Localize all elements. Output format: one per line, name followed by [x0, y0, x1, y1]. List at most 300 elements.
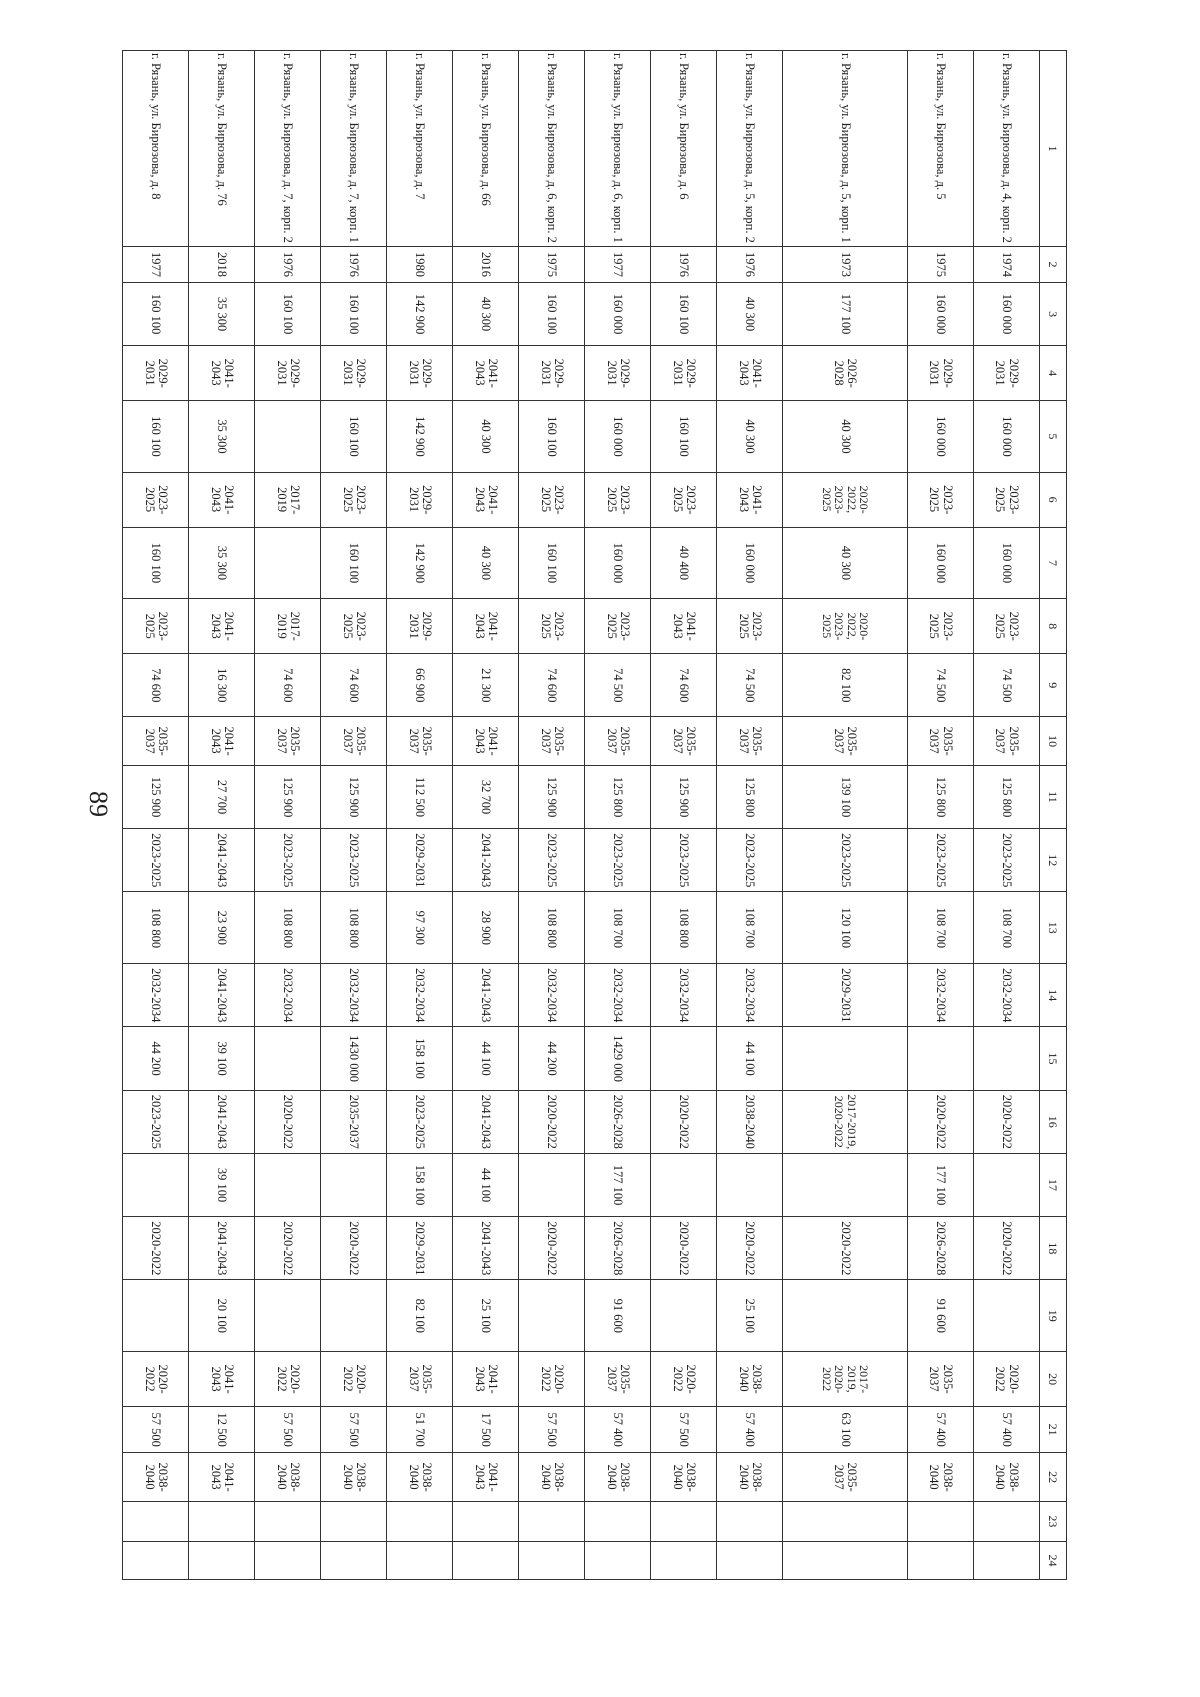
- table-cell: 2032-2034: [717, 964, 783, 1027]
- building-address-cell: г. Рязань, ул. Бирюзова, д. 6, корп. 1: [585, 51, 651, 247]
- table-cell: 160 000: [585, 527, 651, 599]
- column-number-header: 2: [1040, 247, 1067, 283]
- table-cell: 2038-2040: [717, 1352, 783, 1407]
- table-cell: 2017-2019: [255, 472, 321, 527]
- table-cell: 160 000: [907, 401, 973, 473]
- table-cell: 2041-2043: [453, 472, 519, 527]
- table-cell: 2041-2043: [453, 717, 519, 766]
- table-cell: 2032-2034: [651, 964, 717, 1027]
- table-cell: 2023-2025: [907, 599, 973, 654]
- table-row: [453, 51, 519, 1580]
- table-cell: 2029-2031: [651, 346, 717, 401]
- table-row: [387, 51, 453, 1580]
- table-cell: 2038-2040: [123, 1453, 189, 1502]
- table-cell: 2029-2031: [387, 1217, 453, 1280]
- table-cell: 2038-2040: [717, 1090, 783, 1153]
- table-cell: 2023-2025: [321, 472, 387, 527]
- table-cell: 2041-2043: [189, 472, 255, 527]
- table-cell: 2035-2037: [907, 1352, 973, 1407]
- table-cell: 2041-2043: [189, 829, 255, 892]
- table-cell: 125 900: [651, 765, 717, 828]
- table-cell: 2020-2022: [519, 1217, 585, 1280]
- table-cell: 2035-2037: [973, 717, 1039, 766]
- table-cell: 44 200: [123, 1027, 189, 1090]
- table-cell: 2020-2022: [123, 1217, 189, 1280]
- table-cell: 2023-2025: [255, 829, 321, 892]
- table-cell: 35 300: [189, 527, 255, 599]
- table-cell: 74 500: [973, 654, 1039, 717]
- building-address-cell: г. Рязань, ул. Бирюзова, д. 5, корп. 2: [717, 51, 783, 247]
- column-number-header: 12: [1040, 829, 1067, 892]
- table-cell: [783, 1501, 908, 1541]
- table-cell: 2020-2022: [973, 1090, 1039, 1153]
- table-cell: 160 100: [651, 401, 717, 473]
- table-cell: 39 100: [189, 1153, 255, 1216]
- table-cell: [973, 1541, 1039, 1579]
- table-cell: 2029-2031: [387, 829, 453, 892]
- table-cell: 2020-2022: [651, 1352, 717, 1407]
- table-cell: 1976: [651, 247, 717, 283]
- capital-repair-schedule-table: [122, 50, 1067, 1580]
- column-number-header: 14: [1040, 964, 1067, 1027]
- column-number-header: 3: [1040, 282, 1067, 345]
- table-cell: 2026-2028: [585, 1090, 651, 1153]
- table-cell: 2041-2043: [189, 1352, 255, 1407]
- table-cell: 2032-2034: [519, 964, 585, 1027]
- table-cell: 2017-2019: [255, 599, 321, 654]
- table-cell: 27 700: [189, 765, 255, 828]
- table-cell: 2029-2031: [321, 346, 387, 401]
- table-cell: [321, 1280, 387, 1352]
- table-cell: 2020-2022: [973, 1217, 1039, 1280]
- table-cell: 108 800: [519, 892, 585, 964]
- table-cell: 160 000: [585, 282, 651, 345]
- building-address-cell: г. Рязань, ул. Бирюзова, д. 7: [387, 51, 453, 247]
- table-cell: 142 900: [387, 527, 453, 599]
- table-cell: 2038-2040: [255, 1453, 321, 1502]
- table-cell: 2041-2043: [453, 964, 519, 1027]
- table-cell: 2017-2019, 2020-2022: [783, 1090, 908, 1153]
- table-cell: 2023-2025: [973, 472, 1039, 527]
- table-cell: [783, 1153, 908, 1216]
- table-cell: [651, 1501, 717, 1541]
- table-cell: [255, 527, 321, 599]
- table-cell: 2041-2043: [717, 346, 783, 401]
- table-cell: 160 000: [973, 527, 1039, 599]
- table-cell: 160 000: [973, 282, 1039, 345]
- table-cell: 160 100: [123, 527, 189, 599]
- table-cell: 160 100: [321, 401, 387, 473]
- table-cell: 2032-2034: [907, 964, 973, 1027]
- table-cell: 2016: [453, 247, 519, 283]
- column-number-header: 19: [1040, 1280, 1067, 1352]
- column-number-header: 6: [1040, 472, 1067, 527]
- table-cell: 2041-2043: [453, 1352, 519, 1407]
- table-cell: 2018: [189, 247, 255, 283]
- table-cell: [123, 1501, 189, 1541]
- table-cell: 2023-2025: [973, 829, 1039, 892]
- table-cell: 20 100: [189, 1280, 255, 1352]
- table-cell: 1973: [783, 247, 908, 283]
- table-cell: 108 800: [651, 892, 717, 964]
- table-cell: 108 700: [907, 892, 973, 964]
- table-cell: 2020-2022: [255, 1090, 321, 1153]
- table-cell: [519, 1280, 585, 1352]
- table-cell: 2020-2022: [321, 1217, 387, 1280]
- table-cell: 1430 000: [321, 1027, 387, 1090]
- table-cell: 40 300: [717, 282, 783, 345]
- table-cell: [255, 1027, 321, 1090]
- column-number-header: 24: [1040, 1541, 1067, 1579]
- table-row: [519, 51, 585, 1580]
- table-cell: 2020-2022: [783, 1217, 908, 1280]
- table-cell: 2038-2040: [717, 1453, 783, 1502]
- table-cell: [783, 1541, 908, 1579]
- table-cell: 2029-2031: [973, 346, 1039, 401]
- table-cell: 2041-2043: [189, 964, 255, 1027]
- table-cell: [907, 1027, 973, 1090]
- building-address-cell: г. Рязань, ул. Бирюзова, д. 76: [189, 51, 255, 247]
- table-cell: 2020-2022: [519, 1352, 585, 1407]
- table-cell: 2032-2034: [255, 964, 321, 1027]
- table-cell: 160 000: [907, 282, 973, 345]
- table-cell: 2029-2031: [783, 964, 908, 1027]
- table-cell: 2041-2043: [189, 1453, 255, 1502]
- table-cell: 2023-2025: [907, 829, 973, 892]
- table-cell: [321, 1501, 387, 1541]
- table-cell: 2029-2031: [387, 472, 453, 527]
- table-cell: 160 100: [321, 527, 387, 599]
- table-row: [783, 51, 908, 1580]
- table-cell: 108 800: [123, 892, 189, 964]
- table-cell: 57 500: [255, 1406, 321, 1452]
- table-cell: 2035-2037: [123, 717, 189, 766]
- table-cell: 2035-2037: [783, 717, 908, 766]
- table-cell: 2032-2034: [123, 964, 189, 1027]
- table-cell: 35 300: [189, 401, 255, 473]
- table-cell: 40 300: [783, 401, 908, 473]
- table-cell: 66 900: [387, 654, 453, 717]
- table-cell: 2023-2025: [585, 599, 651, 654]
- table-cell: 1976: [717, 247, 783, 283]
- table-cell: 125 900: [123, 765, 189, 828]
- table-row: [717, 51, 783, 1580]
- table-cell: [783, 1027, 908, 1090]
- table-row: [651, 51, 717, 1580]
- column-number-header: 11: [1040, 765, 1067, 828]
- table-cell: 2032-2034: [585, 964, 651, 1027]
- table-cell: 2041-2043: [717, 472, 783, 527]
- table-cell: 2020-2022, 2023-2025: [783, 599, 908, 654]
- table-cell: 108 700: [973, 892, 1039, 964]
- table-cell: 2023-2025: [585, 829, 651, 892]
- table-cell: 57 400: [717, 1406, 783, 1452]
- table-cell: 2023-2025: [907, 472, 973, 527]
- table-cell: 2023-2025: [585, 472, 651, 527]
- table-cell: 108 800: [255, 892, 321, 964]
- table-cell: 2023-2025: [123, 829, 189, 892]
- table-cell: [189, 1501, 255, 1541]
- table-cell: 25 100: [717, 1280, 783, 1352]
- table-cell: 160 100: [651, 282, 717, 345]
- table-cell: [973, 1153, 1039, 1216]
- table-cell: 160 100: [123, 401, 189, 473]
- table-cell: 2020-2022: [255, 1352, 321, 1407]
- table-cell: 91 600: [907, 1280, 973, 1352]
- table-cell: 160 100: [519, 401, 585, 473]
- table-cell: 160 100: [519, 282, 585, 345]
- building-address-cell: г. Рязань, ул. Бирюзова, д. 6: [651, 51, 717, 247]
- table-cell: [585, 1541, 651, 1579]
- table-cell: 1976: [321, 247, 387, 283]
- table-cell: [387, 1501, 453, 1541]
- table-cell: [453, 1541, 519, 1579]
- table-cell: 2035-2037: [585, 717, 651, 766]
- table-cell: [907, 1541, 973, 1579]
- table-cell: [973, 1501, 1039, 1541]
- table-cell: [651, 1280, 717, 1352]
- table-cell: 158 100: [387, 1153, 453, 1216]
- table-cell: 158 100: [387, 1027, 453, 1090]
- table-cell: 2029-2031: [519, 346, 585, 401]
- table-cell: 2035-2037: [783, 1453, 908, 1502]
- table-cell: 16 300: [189, 654, 255, 717]
- table-cell: 44 100: [717, 1027, 783, 1090]
- table-cell: 44 100: [453, 1153, 519, 1216]
- column-number-header: 20: [1040, 1352, 1067, 1407]
- table-cell: 2029-2031: [387, 346, 453, 401]
- table-cell: 2035-2037: [585, 1352, 651, 1407]
- table-cell: 2038-2040: [519, 1453, 585, 1502]
- table-cell: 97 300: [387, 892, 453, 964]
- table-cell: 2041-2043: [189, 1217, 255, 1280]
- table-cell: 2041-2043: [453, 1217, 519, 1280]
- column-number-header: 13: [1040, 892, 1067, 964]
- table-cell: 2041-2043: [453, 1090, 519, 1153]
- table-cell: 2023-2025: [123, 1090, 189, 1153]
- building-address-cell: г. Рязань, ул. Бирюзова, д. 6, корп. 2: [519, 51, 585, 247]
- table-cell: [519, 1153, 585, 1216]
- table-cell: 74 500: [717, 654, 783, 717]
- table-cell: 142 900: [387, 282, 453, 345]
- table-cell: 125 900: [519, 765, 585, 828]
- column-number-header: 10: [1040, 717, 1067, 766]
- table-cell: 74 600: [651, 654, 717, 717]
- column-number-header: 5: [1040, 401, 1067, 473]
- table-cell: 2023-2025: [519, 472, 585, 527]
- table-cell: 1976: [255, 247, 321, 283]
- table-cell: [717, 1541, 783, 1579]
- table-cell: 160 000: [907, 527, 973, 599]
- table-cell: 23 900: [189, 892, 255, 964]
- table-cell: 2026-2028: [585, 1217, 651, 1280]
- table-cell: [651, 1027, 717, 1090]
- table-cell: 125 800: [973, 765, 1039, 828]
- table-cell: [189, 1541, 255, 1579]
- table-cell: 2041-2043: [453, 346, 519, 401]
- table-cell: 57 500: [321, 1406, 387, 1452]
- table-cell: 160 100: [255, 282, 321, 345]
- table-cell: 1980: [387, 247, 453, 283]
- table-cell: 57 400: [907, 1406, 973, 1452]
- table-cell: [321, 1541, 387, 1579]
- table-cell: 39 100: [189, 1027, 255, 1090]
- table-cell: 2038-2040: [907, 1453, 973, 1502]
- table-cell: 2038-2040: [321, 1453, 387, 1502]
- column-number-header: 1: [1040, 51, 1067, 247]
- table-cell: [585, 1501, 651, 1541]
- table-cell: 2023-2025: [123, 599, 189, 654]
- table-cell: [255, 1153, 321, 1216]
- table-cell: [907, 1501, 973, 1541]
- table-cell: 2026-2028: [783, 346, 908, 401]
- table-cell: 17 500: [453, 1406, 519, 1452]
- table-cell: 57 400: [585, 1406, 651, 1452]
- table-cell: 40 300: [783, 527, 908, 599]
- table-cell: 57 500: [123, 1406, 189, 1452]
- table-cell: 2041-2043: [189, 1090, 255, 1153]
- table-cell: [783, 1280, 908, 1352]
- table-cell: 2038-2040: [387, 1453, 453, 1502]
- table-cell: 2020-2022: [717, 1217, 783, 1280]
- table-cell: 74 600: [321, 654, 387, 717]
- column-number-header: 7: [1040, 527, 1067, 599]
- table-cell: 2041-2043: [453, 829, 519, 892]
- table-cell: 2035-2037: [387, 717, 453, 766]
- table-cell: 120 100: [783, 892, 908, 964]
- table-cell: 2023-2025: [321, 829, 387, 892]
- table-cell: [387, 1541, 453, 1579]
- table-cell: 2029-2031: [907, 346, 973, 401]
- table-cell: 2023-2025: [519, 599, 585, 654]
- table-cell: 2029-2031: [585, 346, 651, 401]
- table-row: [255, 51, 321, 1580]
- table-row: [189, 51, 255, 1580]
- table-cell: 2020-2022: [255, 1217, 321, 1280]
- table-cell: 2041-2043: [189, 717, 255, 766]
- table-cell: 177 100: [907, 1153, 973, 1216]
- table-cell: 2023-2025: [387, 1090, 453, 1153]
- column-number-header: 9: [1040, 654, 1067, 717]
- column-number-header: 15: [1040, 1027, 1067, 1090]
- table-cell: 108 700: [717, 892, 783, 964]
- table-cell: 2041-2043: [453, 599, 519, 654]
- table-cell: 74 500: [907, 654, 973, 717]
- table-cell: 139 100: [783, 765, 908, 828]
- table-cell: 125 800: [907, 765, 973, 828]
- building-address-cell: г. Рязань, ул. Бирюзова, д. 7, корп. 1: [321, 51, 387, 247]
- table-cell: 1977: [123, 247, 189, 283]
- table-cell: 2017-2019, 2020-2022: [783, 1352, 908, 1407]
- column-number-header: 23: [1040, 1501, 1067, 1541]
- table-cell: 160 100: [321, 282, 387, 345]
- table-row: [907, 51, 973, 1580]
- table-cell: 2029-2031: [387, 599, 453, 654]
- table-cell: 91 600: [585, 1280, 651, 1352]
- table-cell: 2023-2025: [973, 599, 1039, 654]
- table-cell: 1975: [907, 247, 973, 283]
- table-cell: 125 900: [255, 765, 321, 828]
- table-cell: 44 100: [453, 1027, 519, 1090]
- column-number-header: 16: [1040, 1090, 1067, 1153]
- table-cell: 2032-2034: [321, 964, 387, 1027]
- table-cell: 2023-2025: [783, 829, 908, 892]
- column-number-header: 8: [1040, 599, 1067, 654]
- table-cell: 74 500: [585, 654, 651, 717]
- table-cell: 1974: [973, 247, 1039, 283]
- table-cell: 74 600: [519, 654, 585, 717]
- table-cell: 2038-2040: [651, 1453, 717, 1502]
- table-cell: [453, 1501, 519, 1541]
- table-cell: [651, 1153, 717, 1216]
- table-cell: [321, 1153, 387, 1216]
- table-cell: [123, 1541, 189, 1579]
- table-cell: [651, 1541, 717, 1579]
- table-cell: 40 300: [453, 401, 519, 473]
- table-cell: 2038-2040: [585, 1453, 651, 1502]
- table-cell: 82 100: [783, 654, 908, 717]
- table-cell: 2035-2037: [321, 1090, 387, 1153]
- page-number: 89: [84, 791, 113, 817]
- table-cell: 125 800: [717, 765, 783, 828]
- table-cell: 2032-2034: [973, 964, 1039, 1027]
- column-number-header: 18: [1040, 1217, 1067, 1280]
- table-cell: 2020-2022: [651, 1090, 717, 1153]
- table-cell: 2020-2022: [973, 1352, 1039, 1407]
- table-cell: 108 700: [585, 892, 651, 964]
- table-cell: 44 200: [519, 1027, 585, 1090]
- table-cell: 177 100: [585, 1153, 651, 1216]
- table-row: [123, 51, 189, 1580]
- table-cell: 2035-2037: [321, 717, 387, 766]
- table-cell: 2035-2037: [519, 717, 585, 766]
- table-cell: 82 100: [387, 1280, 453, 1352]
- table-cell: 160 000: [717, 527, 783, 599]
- table-cell: 1977: [585, 247, 651, 283]
- table-cell: 2020-2022, 2023-2025: [783, 472, 908, 527]
- table-cell: 142 900: [387, 401, 453, 473]
- table-cell: [973, 1027, 1039, 1090]
- capital-repair-schedule-sheet: [122, 50, 1067, 1580]
- table-cell: 2023-2025: [123, 472, 189, 527]
- table-cell: [973, 1280, 1039, 1352]
- table-cell: [255, 1501, 321, 1541]
- column-number-header: 4: [1040, 346, 1067, 401]
- table-cell: 2029-2031: [255, 346, 321, 401]
- table-cell: 1975: [519, 247, 585, 283]
- table-cell: 2026-2028: [907, 1217, 973, 1280]
- table-cell: 160 100: [519, 527, 585, 599]
- building-address-cell: г. Рязань, ул. Бирюзова, д. 7, корп. 2: [255, 51, 321, 247]
- table-cell: 2035-2037: [907, 717, 973, 766]
- table-cell: [519, 1501, 585, 1541]
- table-cell: 12 500: [189, 1406, 255, 1452]
- table-cell: 40 300: [453, 282, 519, 345]
- table-cell: 63 100: [783, 1406, 908, 1452]
- table-row: [973, 51, 1039, 1580]
- table-cell: 112 500: [387, 765, 453, 828]
- table-cell: 28 900: [453, 892, 519, 964]
- building-address-cell: г. Рязань, ул. Бирюзова, д. 66: [453, 51, 519, 247]
- table-cell: [717, 1153, 783, 1216]
- table-cell: [123, 1153, 189, 1216]
- table-cell: 2041-2043: [453, 1453, 519, 1502]
- building-address-cell: г. Рязань, ул. Бирюзова, д. 4, корп. 2: [973, 51, 1039, 247]
- column-number-header: 17: [1040, 1153, 1067, 1216]
- table-cell: 2029-2031: [123, 346, 189, 401]
- table-cell: [717, 1501, 783, 1541]
- table-cell: 108 800: [321, 892, 387, 964]
